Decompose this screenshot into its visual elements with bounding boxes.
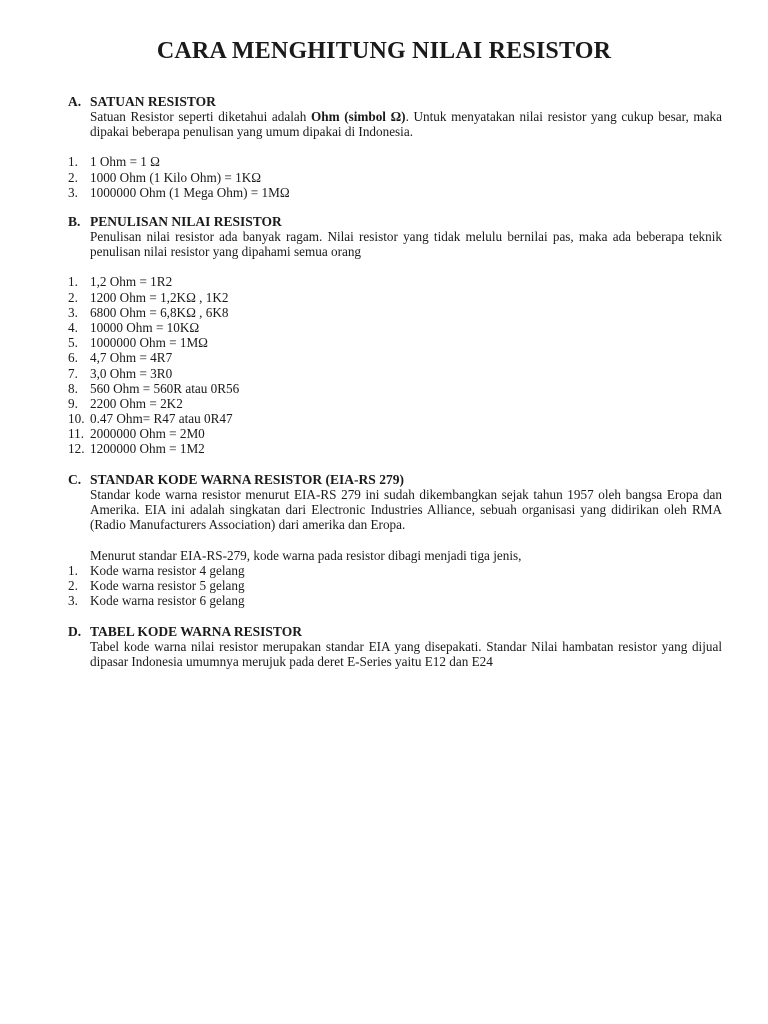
list-number: 2. <box>68 578 78 593</box>
numbered-list <box>68 154 722 200</box>
paragraph-text: . Untuk menyatakan nilai resistor yang cukup besar, maka dipakai beberapa penulisan yang umum dipakai di Indonesia. <box>90 109 722 140</box>
section-letter: D. <box>68 624 82 639</box>
list-number: 3. <box>68 184 78 200</box>
list-item <box>68 396 722 411</box>
section-paragraph: Penulisan nilai resistor ada banyak ragam. Nilai resistor yang tidak melulu bernilai pas, maka ada beberapa teknik penulisan nilai resistor yang dipahami semua orang <box>90 229 722 260</box>
section-letter: A. <box>68 94 82 109</box>
section-paragraph: Tabel kode warna nilai resistor merupakan standar EIA yang disepakati. Standar Nilai hambatan resistor yang dijual dipasar Indonesia umumnya merujuk pada deret E-Series yaitu E12 dan E24 <box>90 639 722 670</box>
list-text: 2200 Ohm = 2K2 <box>90 395 183 411</box>
section-standar-kode-warna <box>68 472 722 608</box>
list-item <box>68 411 722 426</box>
list-item <box>68 563 722 578</box>
section-satuan-resistor <box>68 94 722 200</box>
list-text: Kode warna resistor 4 gelang <box>90 562 245 578</box>
list-text: Kode warna resistor 6 gelang <box>90 593 245 609</box>
list-text: 6800 Ohm = 6,8KΩ , 6K8 <box>90 304 229 320</box>
list-number: 1. <box>68 562 78 578</box>
list-number: 7. <box>68 365 78 381</box>
list-text: 3,0 Ohm = 3R0 <box>90 365 173 381</box>
list-number: 3. <box>68 304 78 320</box>
list-text: 10000 Ohm = 10KΩ <box>90 319 200 335</box>
list-item <box>68 366 722 381</box>
list-number: 2. <box>68 289 78 305</box>
section-heading <box>68 624 722 639</box>
section-title: TABEL KODE WARNA RESISTOR <box>90 624 302 639</box>
section-title: STANDAR KODE WARNA RESISTOR (EIA-RS 279) <box>90 472 404 487</box>
list-text: 1000000 Ohm (1 Mega Ohm) = 1MΩ <box>90 184 290 200</box>
list-item <box>68 335 722 350</box>
list-item <box>68 170 722 185</box>
list-number: 8. <box>68 380 78 396</box>
list-text: 4,7 Ohm = 4R7 <box>90 350 173 366</box>
page-title: CARA MENGHITUNG NILAI RESISTOR <box>156 38 612 64</box>
paragraph-bold-text: Ohm (simbol Ω) <box>310 109 406 124</box>
section-heading <box>68 472 722 487</box>
section-paragraph: Standar kode warna resistor menurut EIA-RS 279 ini sudah dikembangkan sejak tahun 1957 oleh bangsa Eropa dan Amerika. EIA ini adalah singkatan dari Electronic Industries Alliance, sebuah organisasi yang didirikan oleh RMA (Radio Manufacturers Association) dari amerika dan Eropa. <box>90 487 722 533</box>
list-number: 4. <box>68 319 78 335</box>
section-paragraph-2: Menurut standar EIA-RS-279, kode warna pada resistor dibagi menjadi tiga jenis, <box>90 547 522 563</box>
list-number: 9. <box>68 395 78 411</box>
list-item <box>68 305 722 320</box>
list-text: 0.47 Ohm= R47 atau 0R47 <box>90 411 233 427</box>
list-text: 1000 Ohm (1 Kilo Ohm) = 1KΩ <box>90 169 262 185</box>
list-number: 10. <box>68 411 85 427</box>
section-tabel-kode-warna <box>68 624 722 669</box>
list-item <box>68 578 722 593</box>
section-heading <box>68 94 722 109</box>
list-item <box>68 154 722 169</box>
section-title: SATUAN RESISTOR <box>90 94 216 109</box>
section-penulisan-nilai-resistor <box>68 214 722 457</box>
list-number: 12. <box>68 441 85 457</box>
list-text: 1200000 Ohm = 1M2 <box>90 441 205 457</box>
section-heading <box>68 214 722 229</box>
list-number: 3. <box>68 593 78 609</box>
list-text: 560 Ohm = 560R atau 0R56 <box>90 380 240 396</box>
list-number: 1. <box>68 274 78 290</box>
list-number: 2. <box>68 169 78 185</box>
list-item <box>68 274 722 289</box>
section-letter: B. <box>68 214 81 229</box>
list-number: 1. <box>68 154 78 170</box>
numbered-list <box>68 563 722 609</box>
list-item <box>68 426 722 441</box>
list-item <box>68 320 722 335</box>
section-letter: C. <box>68 472 82 487</box>
list-number: 5. <box>68 335 78 351</box>
list-item <box>68 593 722 608</box>
list-number: 6. <box>68 350 78 366</box>
list-text: 1000000 Ohm = 1MΩ <box>90 335 208 351</box>
list-text: 1,2 Ohm = 1R2 <box>90 274 173 290</box>
numbered-list <box>68 274 722 456</box>
list-text: 1200 Ohm = 1,2KΩ , 1K2 <box>90 289 229 305</box>
list-number: 11. <box>68 426 84 442</box>
section-title: PENULISAN NILAI RESISTOR <box>90 214 282 229</box>
list-text: Kode warna resistor 5 gelang <box>90 578 245 593</box>
list-item <box>68 381 722 396</box>
section-paragraph <box>90 109 722 139</box>
list-text: 1 Ohm = 1 Ω <box>90 154 160 170</box>
paragraph-text: Satuan Resistor seperti diketahui adalah <box>90 109 311 124</box>
list-item <box>68 441 722 456</box>
list-text: 2000000 Ohm = 2M0 <box>90 426 205 442</box>
list-item <box>68 185 722 200</box>
list-item <box>68 290 722 305</box>
list-item <box>68 350 722 365</box>
